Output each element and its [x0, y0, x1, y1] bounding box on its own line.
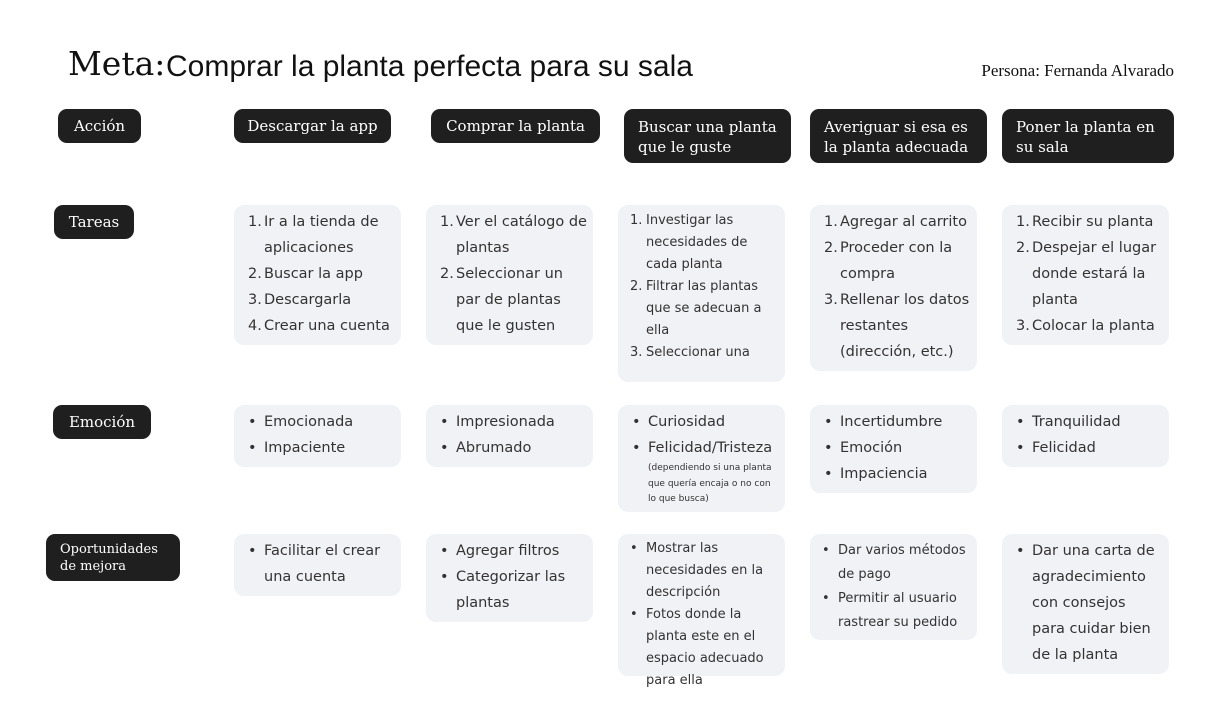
task-item: 2. Seleccionar un par de plantas que le gusten [440, 266, 563, 334]
tasks-card-averiguar-planta [810, 205, 977, 371]
action-descargar-app: Descargar la app [234, 109, 391, 143]
emotion-card-poner-planta [1002, 405, 1169, 467]
action-line: su sala [1016, 138, 1069, 156]
task-item: 1. Ir a la tienda de aplicaciones [248, 214, 379, 256]
row-label-accion: Acción [58, 109, 141, 143]
tasks-card-comprar-planta [426, 205, 593, 345]
opportunity-card-descargar-app [234, 534, 401, 596]
opportunity-item: • Categorizar las plantas [440, 569, 566, 611]
emotion-item: • Emoción [824, 440, 903, 456]
task-item: 3. Seleccionar una [630, 345, 750, 360]
opportunity-item: • Permitir al usuario rastrear su pedido [822, 591, 958, 630]
opportunity-item: • Facilitar el crear una cuenta [248, 543, 381, 585]
task-item: 1. Ver el catálogo de plantas [440, 214, 587, 256]
action-line: que le guste [638, 138, 732, 156]
row-label-oportunidades-line: de mejora [60, 559, 126, 574]
action-line: Poner la planta en [1016, 118, 1155, 136]
row-label-oportunidades [46, 534, 180, 581]
opportunity-card-buscar-planta [618, 534, 785, 688]
emotion-item: • Curiosidad [632, 414, 726, 430]
emotion-card-averiguar-planta [810, 405, 977, 493]
opportunity-item: • Fotos donde la planta este en el espacio adecuado para ella [630, 607, 764, 688]
emotion-item: • Impaciente [248, 440, 346, 456]
opportunity-item: • Mostrar las necesidades en la descripción [630, 541, 764, 600]
opportunity-item: • Agregar filtros [440, 543, 560, 559]
emotion-item: • Impaciencia [824, 466, 928, 482]
emotion-card-buscar-planta [618, 405, 785, 512]
opportunity-card-poner-planta [1002, 534, 1169, 674]
action-line: la planta adecuada [824, 138, 969, 156]
row-label-emocion: Emoción [53, 405, 151, 439]
task-item: 4. Crear una cuenta [248, 318, 390, 334]
emotion-item: • Abrumado [440, 440, 532, 456]
action-poner-planta [1002, 109, 1174, 163]
emotion-item: • Incertidumbre [824, 414, 943, 430]
task-item: 2. Proceder con la compra [824, 240, 953, 282]
goal-title: Comprar la planta perfecta para su sala [166, 50, 693, 83]
emotion-card-descargar-app [234, 405, 401, 467]
emotion-card-comprar-planta [426, 405, 593, 467]
tasks-card-descargar-app [234, 205, 401, 345]
task-item: 2. Despejar el lugar donde estará la planta [1016, 240, 1157, 308]
task-item: 1. Recibir su planta [1016, 214, 1154, 230]
emotion-item: • Felicidad/Tristeza (dependiendo si una planta que quería encaja o no con lo que busca) [620, 435, 779, 508]
opportunity-card-averiguar-planta [810, 534, 977, 640]
action-line: Averiguar si esa es [824, 118, 968, 136]
task-item: 1. Investigar las necesidades de cada planta [630, 213, 748, 272]
task-item: 3. Colocar la planta [1016, 318, 1155, 334]
task-item: 3. Rellenar los datos restantes (dirección, etc.) [824, 292, 970, 360]
opportunity-item: • Dar varios métodos de pago [822, 543, 966, 582]
emotion-item: • Felicidad [1016, 440, 1096, 456]
opportunity-item: • Dar una carta de agradecimiento con consejos para cuidar bien de la planta [1016, 543, 1155, 663]
task-item: 3. Descargarla [248, 292, 352, 308]
row-label-tareas: Tareas [54, 205, 134, 239]
meta-label: Meta: [68, 44, 166, 83]
emotion-note: (dependiendo si una planta que quería encaja o no con lo que busca) [648, 463, 772, 504]
task-item: 2. Buscar la app [248, 266, 363, 282]
task-item: 1. Agregar al carrito [824, 214, 967, 230]
persona-label: Persona: Fernanda Alvarado [981, 61, 1174, 80]
opportunity-card-comprar-planta [426, 534, 593, 622]
action-buscar-planta [624, 109, 791, 163]
task-item: 2. Filtrar las plantas que se adecuan a ella [630, 279, 762, 338]
emotion-item: • Tranquilidad [1016, 414, 1121, 430]
emotion-item: • Impresionada [440, 414, 555, 430]
emotion-item: • Emocionada [248, 414, 354, 430]
action-averiguar-planta [810, 109, 987, 163]
tasks-card-poner-planta [1002, 205, 1169, 345]
tasks-card-buscar-planta [618, 205, 785, 382]
action-line: Buscar una planta [638, 118, 777, 136]
row-label-oportunidades-line: Oportunidades [60, 542, 158, 557]
action-comprar-planta: Comprar la planta [431, 109, 600, 143]
